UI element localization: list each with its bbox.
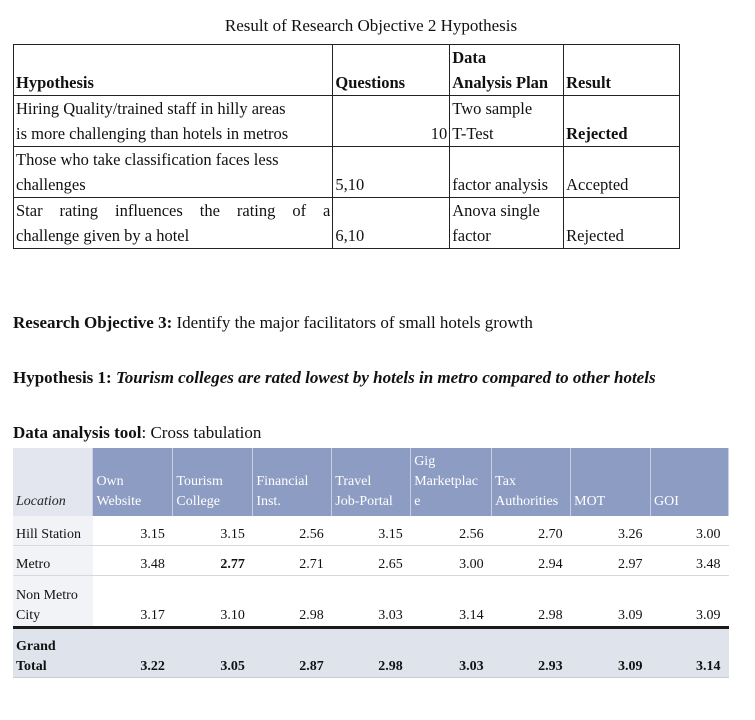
table-row (14, 147, 680, 198)
value-cell: 2.65 (332, 546, 411, 576)
cross-tabulation-table (13, 448, 729, 678)
total-cell: 3.09 (571, 628, 651, 678)
total-cell: 2.87 (253, 628, 332, 678)
value-cell: 3.09 (651, 576, 729, 628)
research-objective-3 (13, 312, 533, 334)
result-header: Result (564, 45, 680, 96)
result-cell: Accepted (564, 147, 680, 198)
hypothesis-1 (13, 367, 656, 389)
value-cell: 2.56 (411, 516, 492, 546)
value-cell: 2.94 (492, 546, 571, 576)
total-cell: 3.14 (651, 628, 729, 678)
value-cell: 3.48 (93, 546, 173, 576)
questions-header: Questions (333, 45, 450, 96)
questions-cell: 6,10 (333, 198, 450, 249)
row-label: Hill Station (13, 516, 93, 546)
value-cell: 2.98 (253, 576, 332, 628)
value-cell: 3.09 (571, 576, 651, 628)
result-cell: Rejected (564, 96, 680, 147)
tool-label: Data analysis tool (13, 423, 142, 442)
analysis-plan-cell: Anova single factor (450, 198, 564, 249)
hypothesis-text: Tourism colleges are rated lowest by hotels in metro compared to other hotels (115, 368, 656, 387)
result-cell: Rejected (564, 198, 680, 249)
analysis-plan-cell: factor analysis (450, 147, 564, 198)
column-header: MOT (571, 448, 651, 516)
row-label: Non Metro City (13, 576, 93, 628)
table-row (13, 516, 729, 546)
questions-cell: 10 (333, 96, 450, 147)
value-cell: 3.00 (411, 546, 492, 576)
value-cell: 3.17 (93, 576, 173, 628)
row-label: Metro (13, 546, 93, 576)
value-cell-highlight: 2.77 (173, 546, 253, 576)
value-cell: 2.71 (253, 546, 332, 576)
hypothesis-label: Hypothesis 1: (13, 368, 112, 387)
total-cell: 2.98 (332, 628, 411, 678)
analysis-plan-cell: Two sample T-Test (450, 96, 564, 147)
column-header: Gig Marketplac e (411, 448, 492, 516)
column-header: GOI (651, 448, 729, 516)
hypothesis-cell: Star rating influences the rating of a challenge given by a hotel (14, 198, 333, 249)
grand-total-row (13, 628, 729, 678)
table-row (14, 198, 680, 249)
value-cell: 3.15 (93, 516, 173, 546)
header-row (14, 45, 680, 96)
value-cell: 3.15 (332, 516, 411, 546)
hypothesis-header: Hypothesis (14, 45, 333, 96)
hypothesis-cell: Those who take classification faces less challenges (14, 147, 333, 198)
value-cell: 3.10 (173, 576, 253, 628)
location-header: Location (13, 448, 93, 516)
data-analysis-tool (13, 422, 261, 444)
column-header: Tax Authorities (492, 448, 571, 516)
total-cell: 3.03 (411, 628, 492, 678)
value-cell: 3.14 (411, 576, 492, 628)
value-cell: 2.98 (492, 576, 571, 628)
value-cell: 2.70 (492, 516, 571, 546)
total-cell: 2.93 (492, 628, 571, 678)
column-header: Tourism College (173, 448, 253, 516)
value-cell: 3.03 (332, 576, 411, 628)
objective-text: Identify the major facilitators of small hotels growth (172, 313, 533, 332)
questions-cell: 5,10 (333, 147, 450, 198)
value-cell: 3.15 (173, 516, 253, 546)
crosstab-header-row (13, 448, 729, 516)
column-header: Travel Job-Portal (332, 448, 411, 516)
analysis-plan-header: Data Analysis Plan (450, 45, 564, 96)
table-row (13, 546, 729, 576)
tool-text: : Cross tabulation (141, 423, 262, 442)
total-cell: 3.22 (93, 628, 173, 678)
table1-caption: Result of Research Objective 2 Hypothesis (224, 16, 518, 35)
value-cell: 3.48 (651, 546, 729, 576)
hypothesis-cell: Hiring Quality/trained staff in hilly areas is more challenging than hotels in metros (14, 96, 333, 147)
value-cell: 2.97 (571, 546, 651, 576)
value-cell: 2.56 (253, 516, 332, 546)
value-cell: 3.00 (651, 516, 729, 546)
column-header: Financial Inst. (253, 448, 332, 516)
value-cell: 3.26 (571, 516, 651, 546)
row-label: Grand Total (13, 628, 93, 678)
table-row (13, 576, 729, 628)
table-row (14, 96, 680, 147)
hypothesis-results-table (13, 44, 680, 249)
total-cell: 3.05 (173, 628, 253, 678)
column-header: Own Website (93, 448, 173, 516)
objective-label: Research Objective 3: (13, 313, 173, 332)
